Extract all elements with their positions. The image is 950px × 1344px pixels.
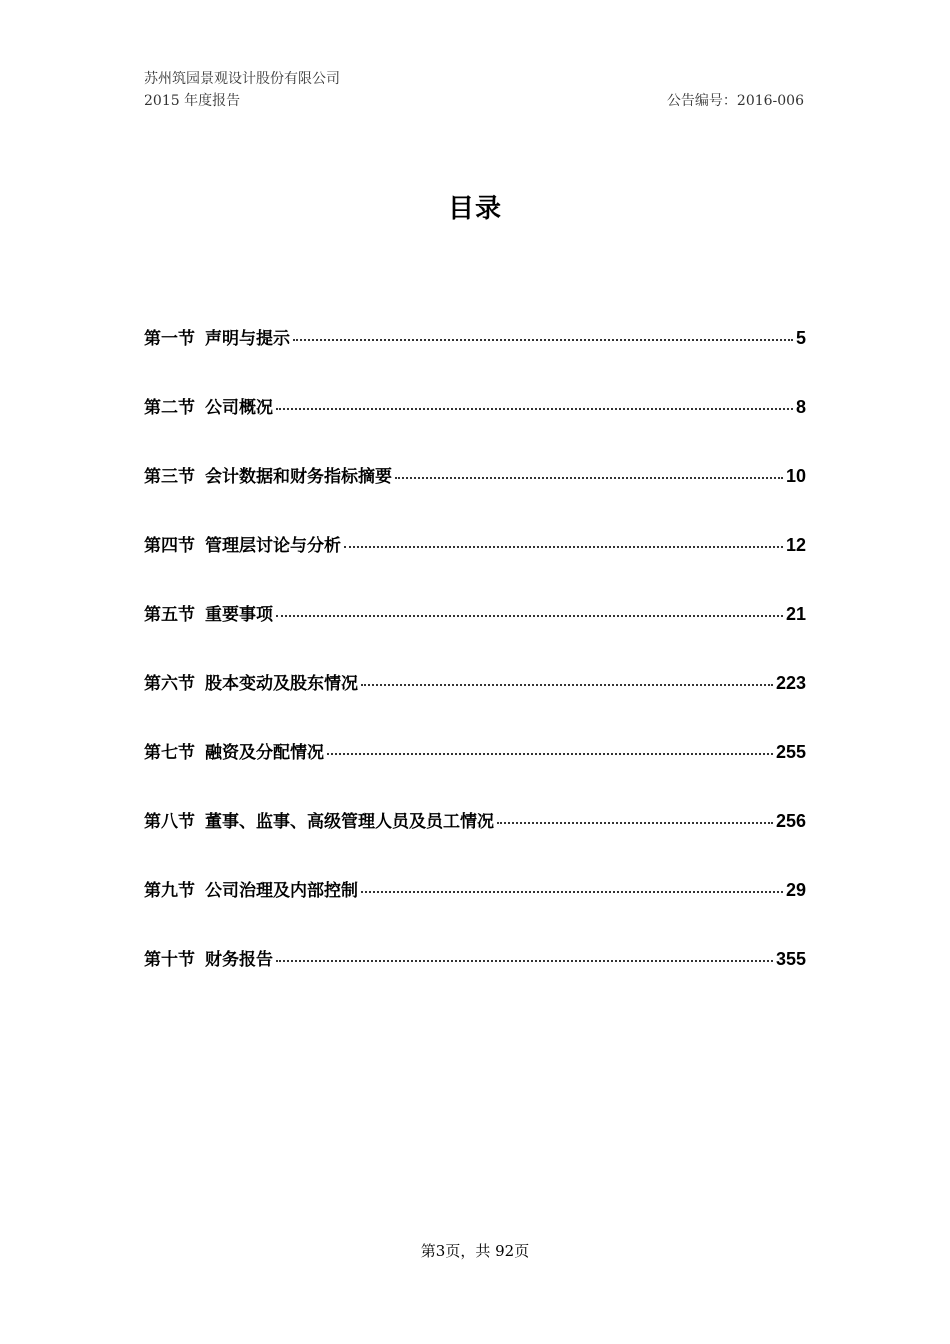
dot-leader	[344, 546, 783, 548]
page-title: 目录	[447, 194, 502, 224]
toc-title: 管理层讨论与分析	[205, 536, 341, 556]
toc-title: 董事、监事、高级管理人员及员工情况	[205, 812, 494, 832]
toc-title: 声明与提示	[205, 329, 290, 349]
toc-page: 223	[775, 673, 806, 693]
toc-title: 股本变动及股东情况	[205, 674, 358, 694]
toc-entry-5[interactable]	[144, 600, 806, 669]
toc-page: 29	[785, 880, 806, 900]
dot-leader	[276, 615, 783, 617]
toc-section: 第九节	[144, 881, 195, 901]
toc-section: 第二节	[144, 398, 195, 418]
dot-leader	[497, 822, 773, 824]
page-header	[144, 68, 804, 112]
toc-section: 第三节	[144, 467, 195, 487]
header-row	[144, 90, 804, 112]
toc-page: 256	[775, 811, 806, 831]
report-name: 2015 年度报告	[144, 93, 241, 109]
dot-leader	[327, 753, 773, 755]
toc-title: 财务报告	[205, 950, 273, 970]
toc-title: 重要事项	[205, 605, 273, 625]
company-name: 苏州筑园景观设计股份有限公司	[144, 71, 340, 87]
toc-entry-2[interactable]	[144, 393, 806, 462]
toc-page: 255	[775, 742, 806, 762]
toc-page: 355	[775, 949, 806, 969]
toc-page: 8	[795, 397, 806, 417]
notice-number: 公告编号：2016-006	[666, 93, 804, 109]
toc-title: 公司概况	[205, 398, 273, 418]
toc-section: 第五节	[144, 605, 195, 625]
toc-page: 5	[795, 328, 806, 348]
toc-page: 10	[785, 466, 806, 486]
toc-entry-9[interactable]	[144, 876, 806, 945]
toc-entry-6[interactable]	[144, 669, 806, 738]
dot-leader	[361, 891, 783, 893]
toc-entry-8[interactable]	[144, 807, 806, 876]
toc-title: 会计数据和财务指标摘要	[205, 467, 392, 487]
page-footer: 第3页，共 92页	[420, 1242, 530, 1260]
toc-entry-4[interactable]	[144, 531, 806, 600]
toc-entry-1[interactable]	[144, 324, 806, 393]
toc-entry-3[interactable]	[144, 462, 806, 531]
toc-title: 公司治理及内部控制	[205, 881, 358, 901]
dot-leader	[361, 684, 773, 686]
toc-section: 第七节	[144, 743, 195, 763]
toc-entry-10[interactable]	[144, 945, 806, 1014]
toc-section: 第四节	[144, 536, 195, 556]
toc-section: 第八节	[144, 812, 195, 832]
toc-section: 第六节	[144, 674, 195, 694]
toc-title: 融资及分配情况	[205, 743, 324, 763]
dot-leader	[395, 477, 783, 479]
toc-page: 12	[785, 535, 806, 555]
toc-section: 第一节	[144, 329, 195, 349]
dot-leader	[276, 408, 793, 410]
toc-section: 第十节	[144, 950, 195, 970]
toc-entry-7[interactable]	[144, 738, 806, 807]
dot-leader	[293, 339, 793, 341]
toc-page: 21	[785, 604, 806, 624]
table-of-contents	[144, 324, 806, 1014]
dot-leader	[276, 960, 773, 962]
